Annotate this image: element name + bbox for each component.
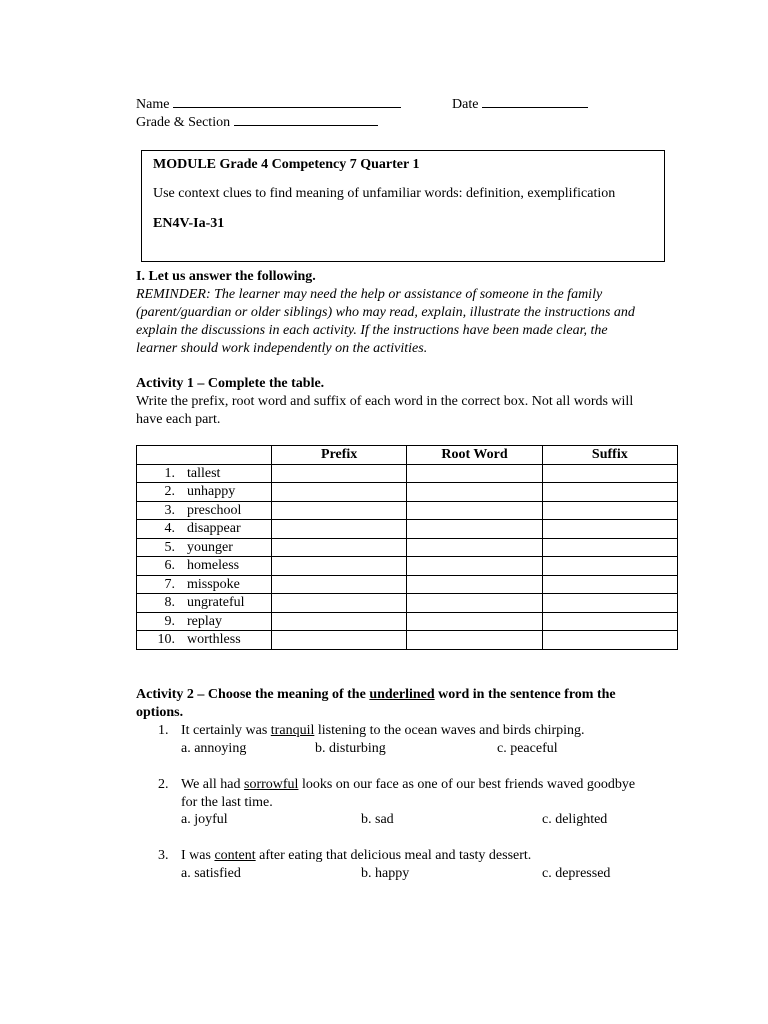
activity2-heading-line2: options. [136, 705, 184, 720]
word-cell [137, 631, 272, 650]
option-b[interactable]: b. sad [361, 812, 394, 827]
reminder-line: explain the discussions in each activity. If the instructions have been made clear, the [136, 323, 608, 338]
underlined-word: content [214, 848, 256, 863]
row-number: 10. [157, 632, 175, 648]
section1-heading: I. Let us answer the following. [136, 269, 316, 284]
row-word: preschool [187, 502, 242, 518]
word-cell [137, 557, 272, 576]
row-word: tallest [187, 465, 221, 481]
question-text-part: looks on our face as one of our best friends waved goodbye [298, 777, 636, 792]
table-header-row [137, 446, 678, 465]
root-word-cell[interactable] [407, 612, 542, 631]
activity2-heading-text: Activity 2 – Choose the meaning of the [136, 687, 370, 702]
word-cell [137, 501, 272, 520]
question-text-part: It certainly was [181, 723, 271, 738]
name-blank[interactable] [173, 94, 401, 108]
question-text [181, 847, 531, 865]
option-c[interactable]: c. delighted [542, 812, 608, 827]
grade-section-blank[interactable] [234, 112, 378, 126]
grade-section-line [136, 112, 378, 132]
reminder-line: (parent/guardian or older siblings) who may read, explain, illustrate the instructions and [136, 305, 635, 320]
row-number: 7. [164, 576, 175, 592]
activity1-instruction: Write the prefix, root word and suffix of each word in the correct box. Not all words will [136, 394, 634, 409]
prefix-cell[interactable] [272, 631, 407, 650]
question-text [181, 776, 635, 794]
root-word-cell[interactable] [407, 501, 542, 520]
prefix-cell[interactable] [272, 464, 407, 483]
word-cell [137, 575, 272, 594]
table-row [137, 557, 678, 576]
underlined-word: tranquil [270, 723, 315, 738]
activity1-heading: Activity 1 – Complete the table. [136, 376, 325, 391]
table-row [137, 575, 678, 594]
activity2-heading-underlined: underlined [369, 687, 435, 702]
row-word: ungrateful [187, 595, 245, 611]
word-parts-table [136, 445, 678, 650]
option-c[interactable]: c. peaceful [497, 741, 558, 756]
row-word: replay [187, 613, 222, 629]
suffix-cell[interactable] [542, 520, 677, 539]
table-row [137, 612, 678, 631]
row-word: worthless [187, 632, 241, 648]
grade-section-label: Grade & Section [136, 115, 231, 130]
root-word-cell[interactable] [407, 520, 542, 539]
row-word: disappear [187, 521, 241, 537]
table-header-word [137, 446, 272, 465]
row-word: misspoke [187, 576, 240, 592]
module-code: EN4V-Ia-31 [153, 216, 225, 231]
underlined-word: sorrowful [244, 777, 299, 792]
question-number: 2. [158, 777, 169, 792]
suffix-cell[interactable] [542, 557, 677, 576]
question-text [181, 722, 585, 740]
module-info-box [141, 150, 665, 262]
word-cell [137, 520, 272, 539]
suffix-cell[interactable] [542, 594, 677, 613]
row-number: 2. [164, 484, 175, 500]
suffix-cell[interactable] [542, 631, 677, 650]
option-a[interactable]: a. annoying [181, 741, 247, 756]
activity2-heading-text: word in the sentence from the [434, 687, 616, 702]
option-a[interactable]: a. satisfied [181, 866, 241, 881]
activity2-heading [136, 686, 616, 704]
row-word: unhappy [187, 484, 236, 500]
table-row [137, 501, 678, 520]
activity1-instruction: have each part. [136, 412, 221, 427]
question-text-part: I was [181, 848, 215, 863]
prefix-cell[interactable] [272, 538, 407, 557]
row-number: 3. [164, 502, 175, 518]
root-word-cell[interactable] [407, 483, 542, 502]
word-cell [137, 538, 272, 557]
prefix-cell[interactable] [272, 575, 407, 594]
prefix-cell[interactable] [272, 594, 407, 613]
table-row [137, 464, 678, 483]
row-number: 9. [164, 613, 175, 629]
question-text-part: after eating that delicious meal and tasty dessert. [255, 848, 532, 863]
date-blank[interactable] [482, 94, 588, 108]
suffix-cell[interactable] [542, 612, 677, 631]
question-number: 1. [158, 723, 169, 738]
question-number: 3. [158, 848, 169, 863]
root-word-cell[interactable] [407, 575, 542, 594]
module-title: MODULE Grade 4 Competency 7 Quarter 1 [153, 157, 420, 172]
suffix-cell[interactable] [542, 538, 677, 557]
root-word-cell[interactable] [407, 464, 542, 483]
suffix-cell[interactable] [542, 464, 677, 483]
suffix-cell[interactable] [542, 501, 677, 520]
option-c[interactable]: c. depressed [542, 866, 611, 881]
reminder-line: REMINDER: The learner may need the help or assistance of someone in the family [136, 287, 603, 302]
suffix-cell[interactable] [542, 575, 677, 594]
prefix-cell[interactable] [272, 501, 407, 520]
prefix-cell[interactable] [272, 520, 407, 539]
question-text-part: listening to the ocean waves and birds chirping. [314, 723, 585, 738]
table-header-root-word: Root Word [407, 446, 542, 465]
prefix-cell[interactable] [272, 557, 407, 576]
question-text-line2: for the last time. [181, 795, 273, 810]
row-number: 8. [164, 595, 175, 611]
module-competency: Use context clues to find meaning of unfamiliar words: definition, exemplification [153, 186, 616, 201]
table-row [137, 483, 678, 502]
name-line [136, 94, 401, 114]
prefix-cell[interactable] [272, 612, 407, 631]
row-word: younger [187, 539, 233, 555]
date-line [452, 94, 588, 114]
reminder-line: learner should work independently on the activities. [136, 341, 428, 356]
word-cell [137, 483, 272, 502]
table-row [137, 594, 678, 613]
row-word: homeless [187, 558, 240, 574]
row-number: 5. [164, 539, 175, 555]
table-row [137, 538, 678, 557]
option-b[interactable]: b. disturbing [315, 741, 386, 756]
option-b[interactable]: b. happy [361, 866, 410, 881]
row-number: 4. [164, 521, 175, 537]
table-row [137, 631, 678, 650]
root-word-cell[interactable] [407, 538, 542, 557]
question-text-part: We all had [181, 777, 245, 792]
root-word-cell[interactable] [407, 594, 542, 613]
row-number: 6. [164, 558, 175, 574]
table-header-suffix: Suffix [542, 446, 677, 465]
root-word-cell[interactable] [407, 557, 542, 576]
prefix-cell[interactable] [272, 483, 407, 502]
name-label: Name [136, 97, 170, 112]
table-header-prefix: Prefix [272, 446, 407, 465]
word-cell [137, 612, 272, 631]
suffix-cell[interactable] [542, 483, 677, 502]
word-cell [137, 594, 272, 613]
row-number: 1. [164, 465, 175, 481]
root-word-cell[interactable] [407, 631, 542, 650]
date-label: Date [452, 97, 479, 112]
word-cell [137, 464, 272, 483]
option-a[interactable]: a. joyful [181, 812, 228, 827]
table-row [137, 520, 678, 539]
